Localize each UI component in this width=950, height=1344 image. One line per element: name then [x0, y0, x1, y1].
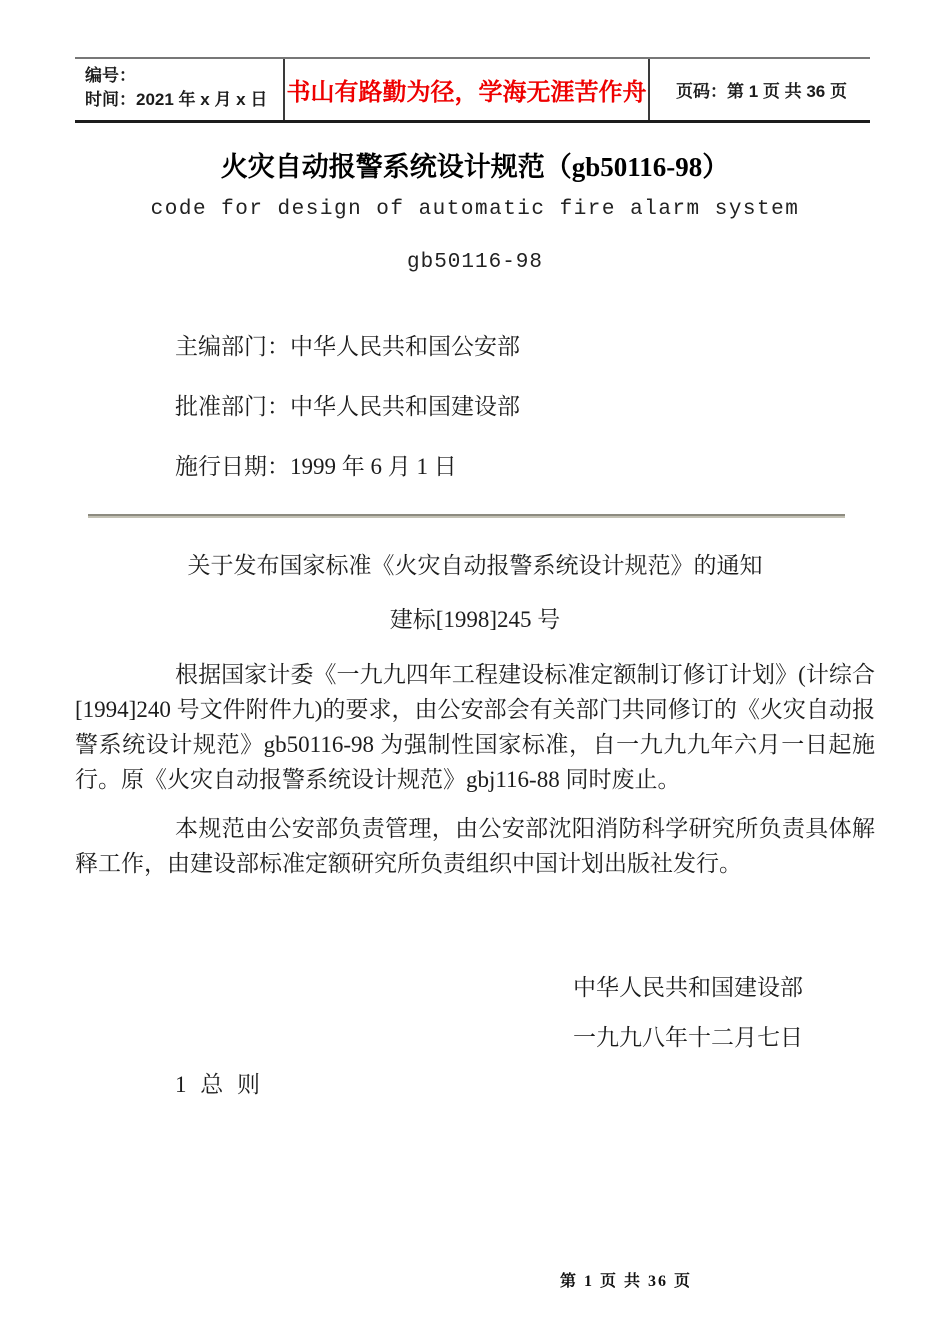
header-time-label: 时间：2021 年 x 月 x 日 [85, 90, 268, 109]
header-motto-text: 书山有路勤为径，学海无涯苦作舟 [286, 80, 647, 106]
section-heading-general: 1 总 则 [175, 1072, 264, 1097]
document-meta-block [75, 333, 875, 481]
signature-date: 一九九八年十二月七日 [573, 1025, 803, 1050]
chief-editor-department: 主编部门：中华人民共和国公安部 [175, 334, 520, 359]
page-footer-label: 第 1 页 共 36 页 [560, 1273, 693, 1290]
header-motto-cell [283, 59, 650, 120]
document-title: 火灾自动报警系统设计规范（gb50116-98） [220, 152, 730, 182]
signature-organization: 中华人民共和国建设部 [573, 975, 803, 1000]
header-page-cell [650, 59, 870, 120]
header-meta-cell [75, 59, 283, 120]
document-body [75, 126, 875, 1102]
header-page-label: 页码：第 1 页 共 36 页 [676, 82, 847, 101]
signature-block [75, 963, 875, 1063]
standard-code-number: gb50116-98 [406, 251, 544, 274]
effective-date: 施行日期：1999 年 6 月 1 日 [175, 454, 457, 479]
document-subtitle-english: code for design of automatic fire alarm system [150, 198, 800, 221]
notice-paragraph-2: 本规范由公安部负责管理，由公安部沈阳消防科学研究所负责具体解释工作，由建设部标准定额研究所负责组织中国计划出版社发行。 [75, 816, 875, 876]
horizontal-divider [88, 514, 845, 518]
notice-paragraph-1: 根据国家计委《一九九四年工程建设标准定额制订修订计划》(计综合[1994]240 号文件附件九)的要求，由公安部会有关部门共同修订的《火灾自动报警系统设计规范》gb50116-98 为强制性国家标准，自一九九九年六月一日起施行。原《火灾自动报警系统设计规范》gbj116-88 同时废止。 [75, 662, 875, 792]
approval-department: 批准部门：中华人民共和国建设部 [175, 394, 520, 419]
header-table [75, 57, 870, 123]
notice-document-number: 建标[1998]245 号 [389, 607, 561, 632]
header-number-label: 编号： [85, 66, 136, 85]
notice-title: 关于发布国家标准《火灾自动报警系统设计规范》的通知 [187, 553, 763, 578]
